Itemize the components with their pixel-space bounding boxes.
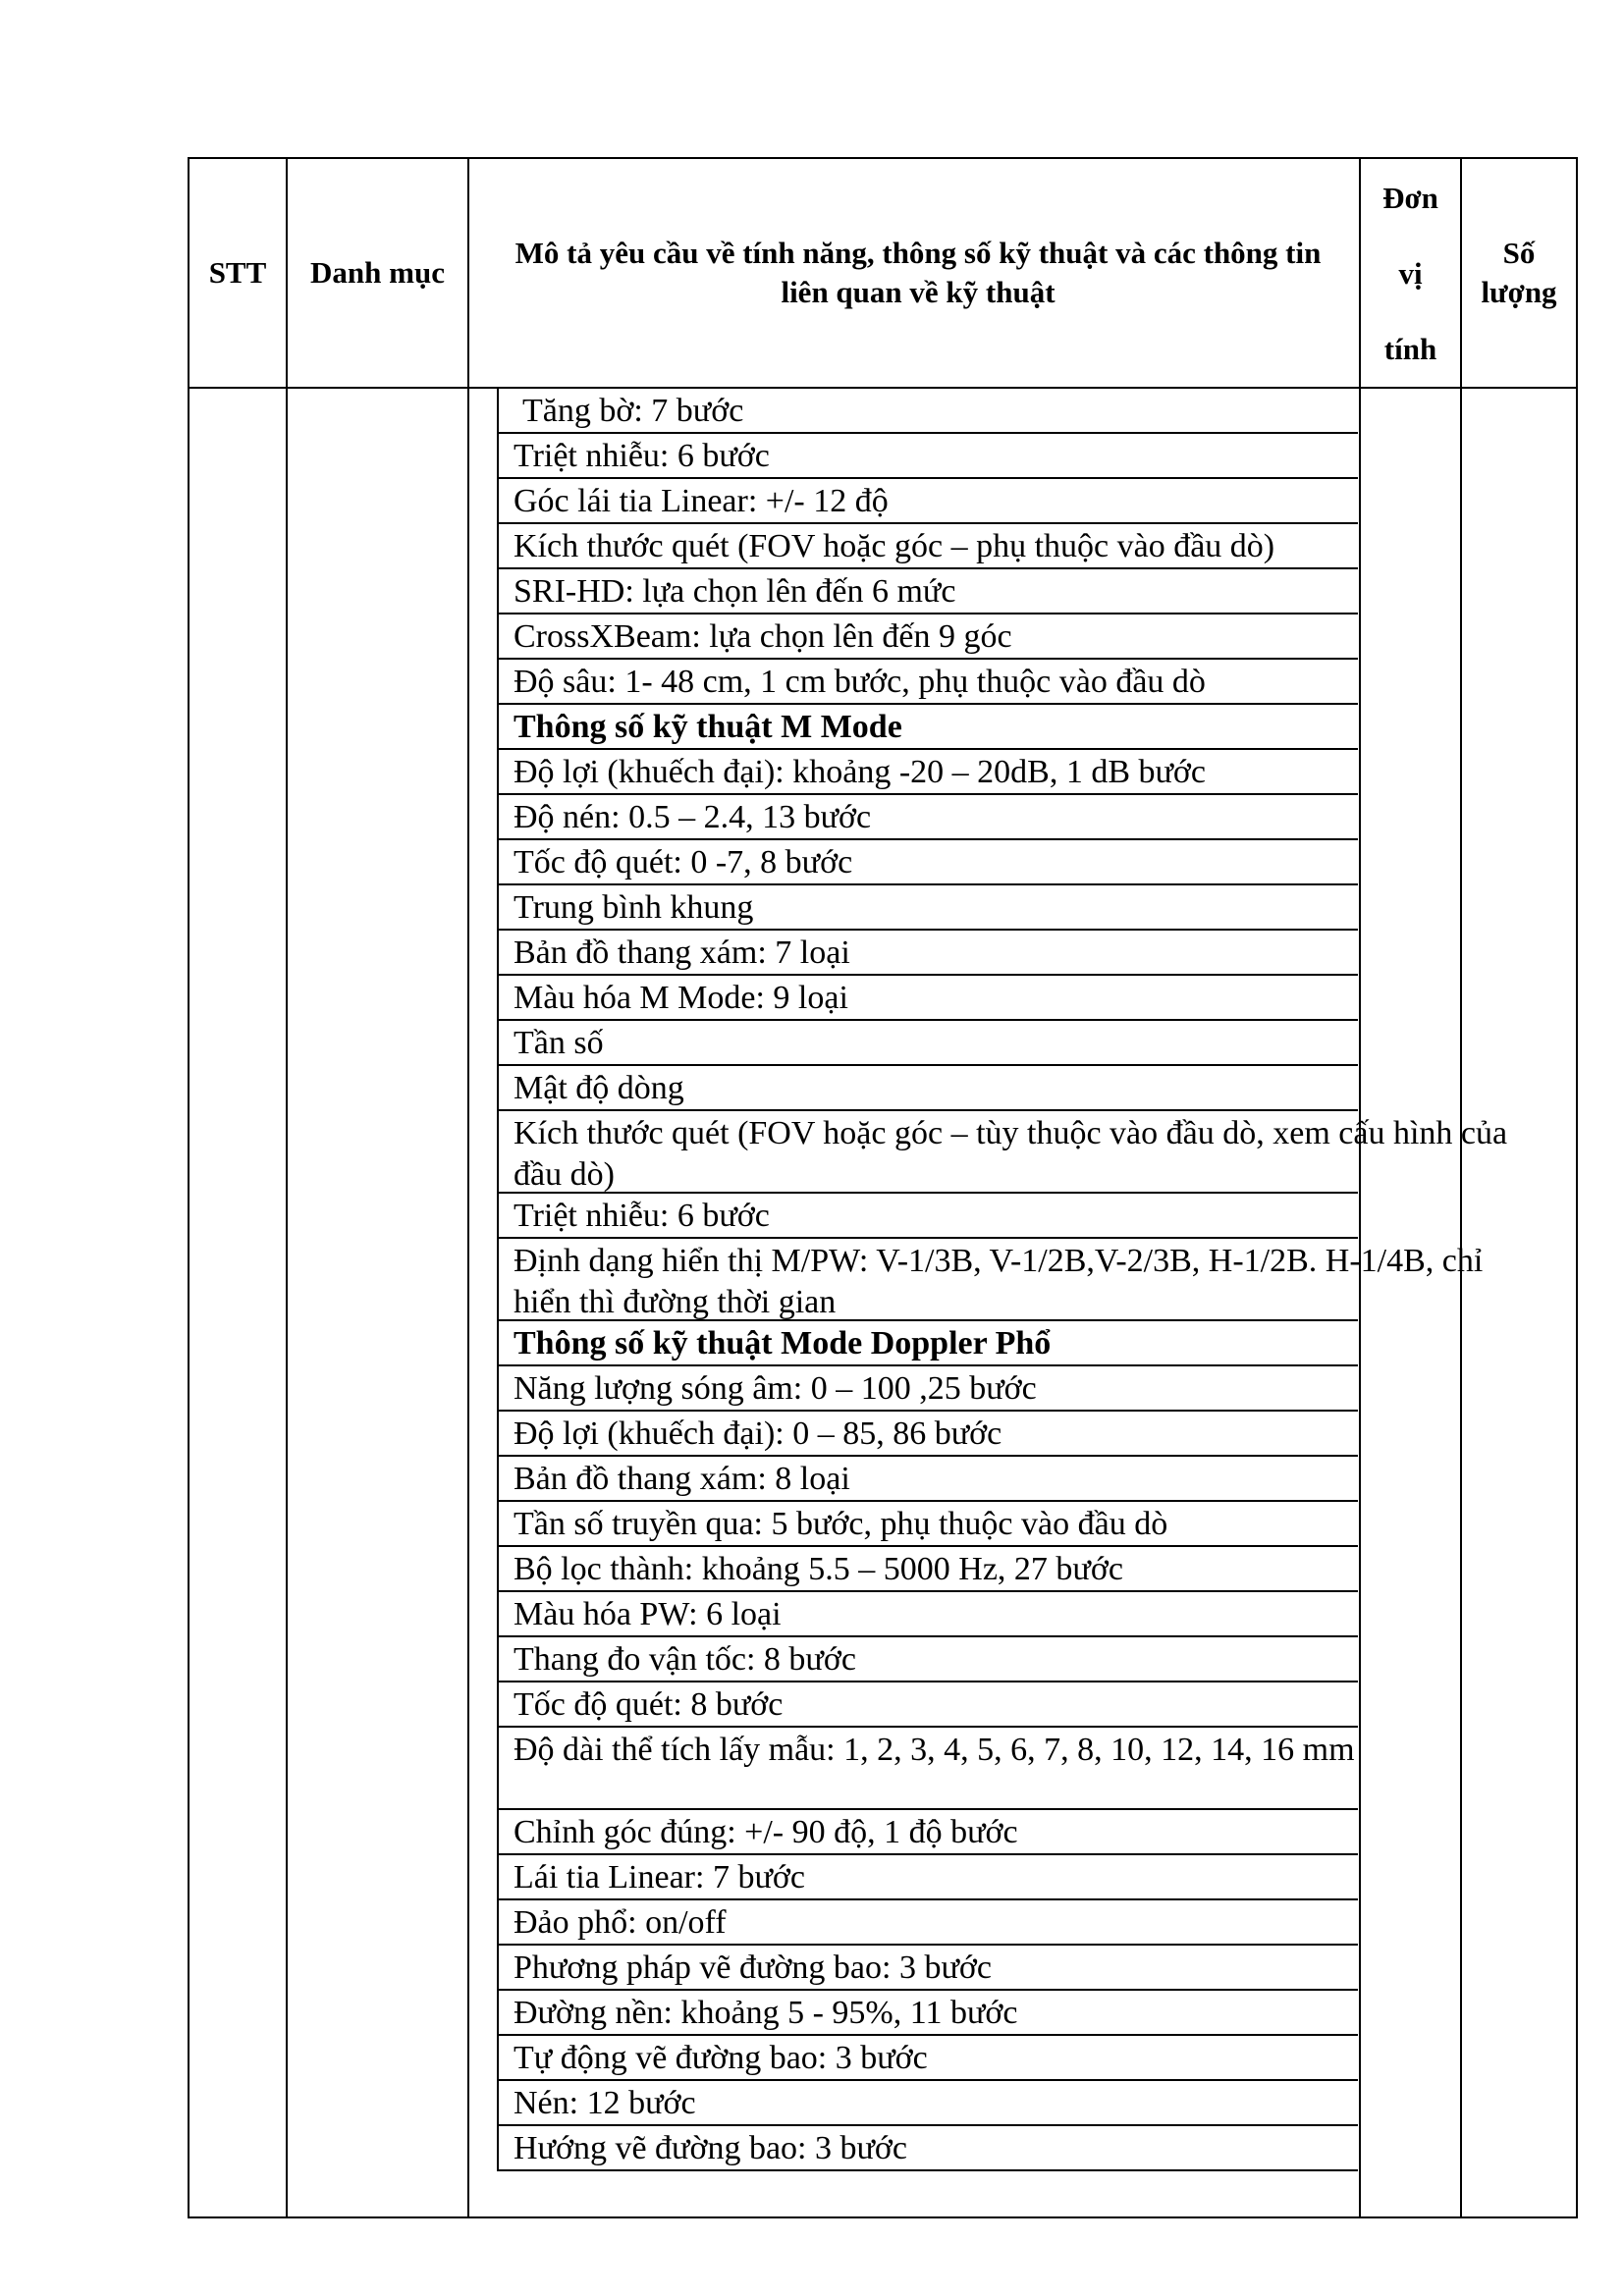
spec-row-text: Lái tia Linear: 7 bước (514, 1859, 805, 1896)
col-border-left (188, 157, 189, 2218)
spec-row-text: Thông số kỹ thuật Mode Doppler Phổ (514, 1325, 1052, 1362)
col-border-right (1576, 157, 1578, 2218)
header-don-vi-line-1: Đơn (1382, 180, 1438, 215)
spec-row-text: Hướng vẽ đường bao: 3 bước (514, 2130, 907, 2166)
header-don-vi-tinh (1361, 159, 1460, 387)
header-so-luong-line-2: lượng (1481, 275, 1557, 309)
spec-row-text: Bản đồ thang xám: 7 loại (514, 934, 850, 971)
spec-row (499, 1457, 1358, 1502)
spec-row (499, 389, 1358, 434)
spec-row (499, 479, 1358, 524)
spec-row (499, 1021, 1358, 1066)
spec-row (499, 705, 1358, 750)
header-stt (189, 159, 286, 387)
spec-row (499, 1637, 1358, 1682)
spec-row-text: Đảo phổ: on/off (514, 1904, 727, 1941)
spec-row (499, 1547, 1358, 1592)
spec-row-text: Tần số (514, 1025, 604, 1061)
spec-row (499, 434, 1358, 479)
spec-row-text: Độ lợi (khuếch đại): khoảng -20 – 20dB, 1 dB bước (514, 754, 1207, 790)
spec-row (499, 1682, 1358, 1728)
spec-row (499, 1592, 1358, 1637)
spec-row (499, 569, 1358, 614)
header-danh-muc-label: Danh mục (310, 255, 445, 290)
spec-row-text: Mật độ dòng (514, 1070, 684, 1106)
spec-row-text: Độ lợi (khuếch đại): 0 – 85, 86 bước (514, 1415, 1002, 1452)
spec-row (499, 976, 1358, 1021)
spec-row-text: SRI-HD: lựa chọn lên đến 6 mức (514, 573, 956, 610)
spec-list (497, 389, 1508, 2171)
spec-row-text: Bộ lọc thành: khoảng 5.5 – 5000 Hz, 27 bước (514, 1551, 1123, 1587)
spec-row (499, 2126, 1358, 2171)
spec-row-text: Trung bình khung (514, 889, 754, 926)
spec-row-text: Tự động vẽ đường bao: 3 bước (514, 2040, 928, 2076)
spec-row-text: Bản đồ thang xám: 8 loại (514, 1461, 850, 1497)
header-don-vi-line-3: tính (1383, 331, 1437, 366)
spec-row-text: Chỉnh góc đúng: +/- 90 độ, 1 độ bước (514, 1814, 1018, 1850)
spec-row-text: Thông số kỹ thuật M Mode (514, 709, 902, 745)
spec-row (499, 1728, 1358, 1810)
spec-row (499, 1502, 1358, 1547)
spec-row-text: Độ nén: 0.5 – 2.4, 13 bước (514, 799, 872, 835)
header-so-luong-line-1: Số (1502, 236, 1536, 270)
col-border-danh-muc (467, 157, 469, 2218)
spec-row (499, 2081, 1358, 2126)
spec-row-text: Tăng bờ: 7 bước (522, 393, 744, 429)
spec-row (499, 1066, 1358, 1111)
spec-row (499, 1194, 1358, 1239)
spec-row-text: Kích thước quét (FOV hoặc góc – tùy thuộc vào đầu dò, xem cấu hình của đầu dò) (514, 1115, 1508, 1193)
spec-row-text: Nén: 12 bước (514, 2085, 696, 2121)
spec-row (499, 795, 1358, 840)
spec-row-text: Kích thước quét (FOV hoặc góc – phụ thuộc vào đầu dò) (514, 528, 1275, 564)
header-don-vi-line-2: vị (1398, 255, 1423, 291)
header-mo-ta-label: Mô tả yêu cầu về tính năng, thông số kỹ thuật và các thông tin liên quan về kỹ thuật (514, 236, 1322, 309)
spec-row (499, 1855, 1358, 1900)
spec-row (499, 2036, 1358, 2081)
spec-row-text: Thang đo vận tốc: 8 bước (514, 1641, 856, 1678)
spec-row-text: Góc lái tia Linear: +/- 12 độ (514, 483, 889, 519)
spec-row-text: Triệt nhiễu: 6 bước (514, 438, 770, 474)
spec-row (499, 885, 1358, 931)
spec-row-text: Màu hóa PW: 6 loại (514, 1596, 782, 1632)
spec-row (499, 1412, 1358, 1457)
header-so-luong (1462, 159, 1576, 387)
spec-row-text: CrossXBeam: lựa chọn lên đến 9 góc (514, 618, 1012, 655)
col-border-stt (286, 157, 288, 2218)
spec-row (499, 840, 1358, 885)
spec-row-text: Năng lượng sóng âm: 0 – 100 ,25 bước (514, 1370, 1037, 1407)
spec-row (499, 524, 1358, 569)
spec-row (499, 1111, 1508, 1194)
spec-row (499, 1991, 1358, 2036)
spec-row-text: Phương pháp vẽ đường bao: 3 bước (514, 1949, 992, 1986)
spec-row-text: Độ sâu: 1- 48 cm, 1 cm bước, phụ thuộc vào đầu dò (514, 664, 1206, 700)
header-stt-label: STT (208, 255, 267, 290)
spec-row-text: Triệt nhiễu: 6 bước (514, 1198, 770, 1234)
spec-row (499, 1810, 1358, 1855)
spec-row-text: Định dạng hiển thị M/PW: V-1/3B, V-1/2B,V-2/3B, H-1/2B. H-1/4B, chỉ hiển thì đường thời gian (514, 1243, 1484, 1320)
spec-row-text: Màu hóa M Mode: 9 loại (514, 980, 848, 1016)
spec-row-text: Tần số truyền qua: 5 bước, phụ thuộc vào đầu dò (514, 1506, 1168, 1542)
spec-row (499, 1321, 1358, 1366)
spec-row (499, 660, 1358, 705)
spec-row (499, 1239, 1484, 1321)
spec-row (499, 614, 1358, 660)
header-danh-muc (288, 159, 467, 387)
spec-row (499, 1946, 1358, 1991)
table-bottom-border (188, 2216, 1578, 2218)
spec-row (499, 931, 1358, 976)
spec-row (499, 1900, 1358, 1946)
spec-row (499, 750, 1358, 795)
spec-row-text: Tốc độ quét: 8 bước (514, 1686, 784, 1723)
spec-row-text: Đường nền: khoảng 5 - 95%, 11 bước (514, 1995, 1018, 2031)
spec-row (499, 1366, 1358, 1412)
spec-row-text: Tốc độ quét: 0 -7, 8 bước (514, 844, 853, 881)
spec-row-text: Độ dài thể tích lấy mẫu: 1, 2, 3, 4, 5, 6, 7, 8, 10, 12, 14, 16 mm (514, 1732, 1355, 1768)
header-mo-ta (491, 159, 1345, 387)
